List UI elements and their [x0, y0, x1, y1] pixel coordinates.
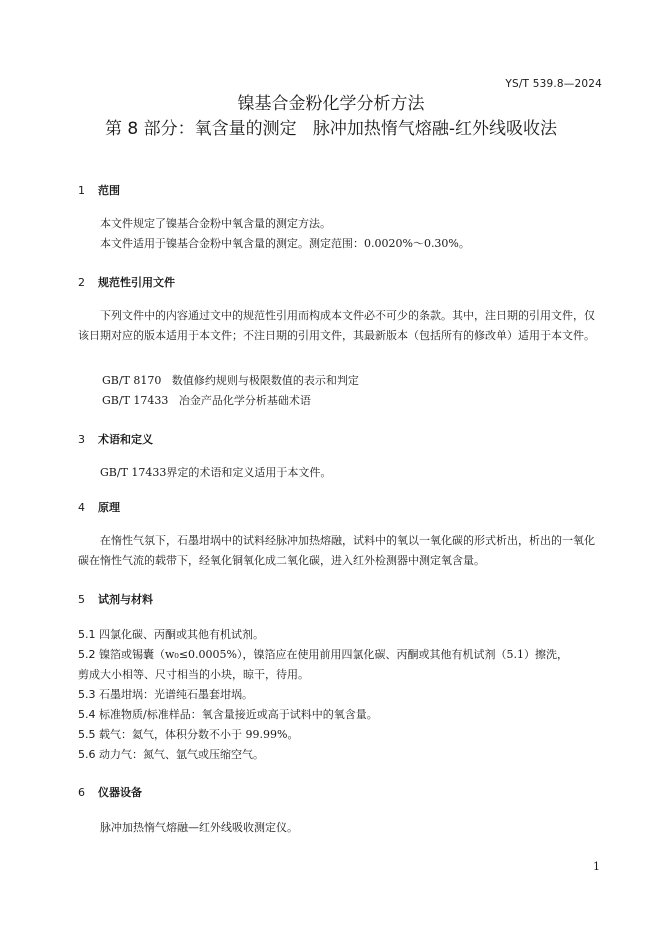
list-item — [78, 626, 264, 642]
section-number: 2 — [78, 276, 85, 289]
section-heading-apparatus — [78, 784, 142, 800]
item-text: 镍箔或锡囊（w₀≤0.0005%），镍箔应在使用前用四氯化碳、丙酮或其他有机试剂（5.1）擦洗， — [99, 648, 568, 661]
paragraph: 下列文件中的内容通过文中的规范性引用而构成本文件必不可少的条款。其中，注日期的引用文件，仅该日期对应的版本适用于本文件；不注日期的引用文件，其最新版本（包括所有的修改单）适用于本文件。 — [78, 309, 595, 342]
list-item — [78, 746, 264, 762]
paragraph: 本文件适用于镍基合金粉中氧含量的测定。测定范围：0.0020%～0.30%。 — [100, 237, 470, 250]
document-title: 镍基合金粉化学分析方法 — [237, 94, 425, 114]
item-number: 5.5 — [78, 728, 96, 741]
section-title: 术语和定义 — [98, 433, 153, 446]
section-title: 仪器设备 — [98, 786, 142, 799]
section-heading-principle — [78, 499, 120, 515]
section-title: 原理 — [98, 501, 120, 514]
section-number: 6 — [78, 786, 85, 799]
section-heading-normative-references — [78, 274, 175, 290]
item-text: 四氯化碳、丙酮或其他有机试剂。 — [99, 628, 264, 641]
reference-item: GB/T 8170 数值修约规则与极限数值的表示和判定 — [102, 374, 359, 387]
page-number: 1 — [593, 860, 600, 873]
paragraph: GB/T 17433界定的术语和定义适用于本文件。 — [100, 466, 332, 479]
item-text: 标准物质/标准样品：氧含量接近或高于试料中的氧含量。 — [99, 708, 378, 721]
document-subtitle: 第 8 部分：氧含量的测定 脉冲加热惰气熔融-红外线吸收法 — [105, 119, 557, 139]
section-heading-scope — [78, 182, 120, 198]
reference-item: GB/T 17433 冶金产品化学分析基础术语 — [102, 394, 311, 407]
section-number: 3 — [78, 433, 85, 446]
item-number: 5.2 — [78, 648, 96, 661]
list-item — [78, 726, 298, 742]
list-item — [78, 686, 253, 702]
section-title: 规范性引用文件 — [98, 276, 175, 289]
item-text: 石墨坩埚：光谱纯石墨套坩埚。 — [99, 688, 253, 701]
paragraph: 在惰性气氛下，石墨坩埚中的试料经脉冲加热熔融，试料中的氧以一氧化碳的形式析出，析出的一氧化碳在惰性气流的载带下，经氧化铜氧化成二氧化碳，进入红外检测器中测定氧含量。 — [78, 534, 595, 567]
section-heading-reagents — [78, 591, 153, 607]
section-number: 5 — [78, 593, 85, 606]
item-number: 5.4 — [78, 708, 96, 721]
list-item — [78, 706, 378, 722]
item-text: 载气：氦气，体积分数不小于 99.99%。 — [99, 728, 299, 741]
list-item-continuation: 剪成大小相等、尺寸相当的小块，晾干，待用。 — [78, 668, 309, 681]
section-number: 1 — [78, 184, 85, 197]
list-item — [78, 646, 568, 662]
paragraph: 脉冲加热惰气熔融—红外线吸收测定仪。 — [100, 821, 298, 834]
section-heading-terms — [78, 431, 153, 447]
section-title: 试剂与材料 — [98, 593, 153, 606]
section-title: 范围 — [98, 184, 120, 197]
standard-number: YS/T 539.8—2024 — [505, 78, 602, 90]
item-number: 5.1 — [78, 628, 96, 641]
item-number: 5.3 — [78, 688, 96, 701]
paragraph: 本文件规定了镍基合金粉中氧含量的测定方法。 — [100, 217, 331, 230]
item-number: 5.6 — [78, 748, 96, 761]
section-number: 4 — [78, 501, 85, 514]
item-text: 动力气：氮气、氩气或压缩空气。 — [99, 748, 264, 761]
